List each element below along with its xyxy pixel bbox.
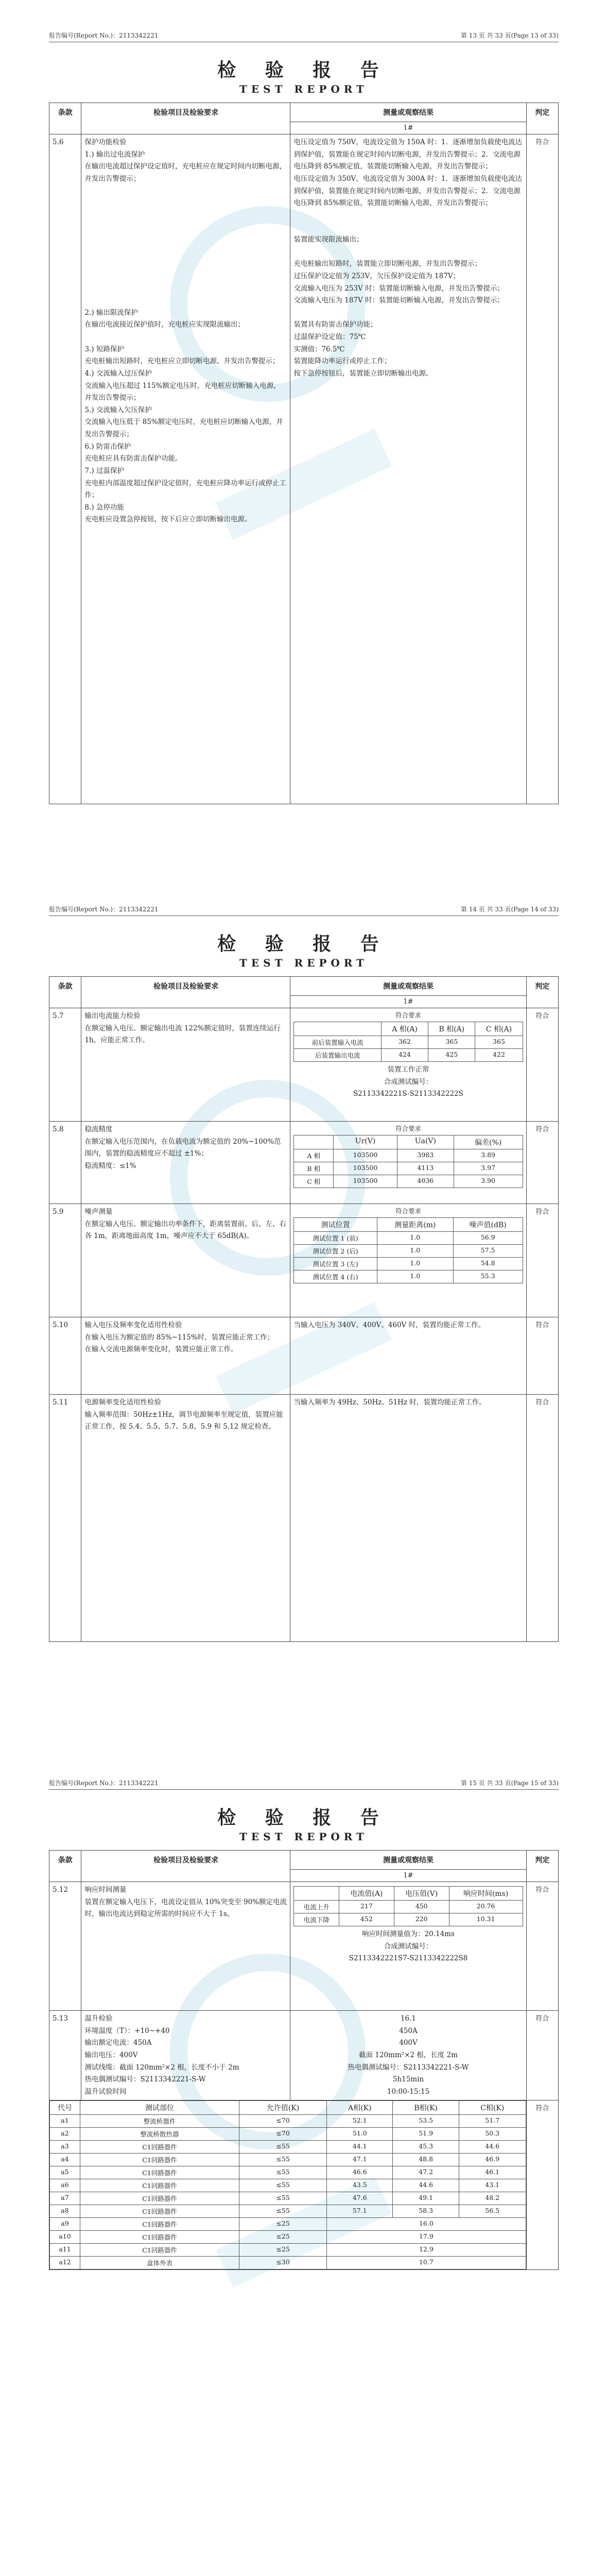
verdict-cell: 符合 [526,134,558,804]
inner-header: Ur(V) [334,1136,397,1149]
inner-cell: 1.0 [377,1258,453,1270]
report-page [0,874,606,1747]
report-title [49,929,559,969]
result-cell: 电压设定值为 750V，电流设定值为 150A 时：1．逐渐增加负载使电流达到保护值，装置能在规定时间内切断电源，并发出告警提示；2．交流电源电压降到 85%额定值，装置能切断输入电源，并发出告警提示； 电压设定值为 350V，电流设定值为 300A 时：1．逐渐增加负载使电流达到保护值，装置能在规定时间内切断电源，并发出告警提示；2．交流电源电压降到 85%额定值，装置能切断输入电源，并发出告警提示； 装置能实现限流输出； 充电桩输出短路时，装置能立即切断电源，并发出告警提示； 过压保护设定值为 253V，欠压保护设定值为 187V； 交流输入电压为 253V 时：装置能切断输入电源，并发出告警提示； 交流输入电压为 187V 时：装置能切断输入电源，并发出告警提示； 装置具有防雷击保护功能； 过温保护设定值：75℃ 实测值：76.5℃ 装置能降功率运行或停止工作； 按下急停按钮后，装置能立即切断输出电源。 [290,134,526,804]
inner-cell: a12 [50,2257,80,2269]
table-row [50,2257,526,2269]
inner-cell: 电流下降 [294,1913,339,1926]
inner-cell: a9 [50,2218,80,2231]
result-cell: 当输入频率为 49Hz、50Hz、51Hz 时，装置均能正常工作。 [290,1395,526,1642]
inner-cell: 58.3 [393,2205,459,2218]
table-row [49,134,559,804]
result-note: 响应时间测量值为：20.14ms 合成测试编号： S2113342221S7-S2113342222S8 [349,1930,468,1963]
inner-cell: 盒体外表 [80,2257,239,2269]
inner-cell: 4036 [397,1175,454,1188]
inner-cell: a4 [50,2154,80,2166]
page-header [49,31,559,42]
inner-cell: C1回路器件 [80,2166,239,2179]
verdict-cell: 符合 [526,2011,558,2100]
inner-cell: C1回路器件 [80,2179,239,2192]
inner-cell: 49.1 [393,2192,459,2205]
table-row [294,1162,523,1175]
inner-cell: 整流桥散热器 [80,2128,239,2141]
inner-cell: a10 [50,2231,80,2244]
verdict-cell: 符合 [526,1882,558,2011]
requirement-cell: 噪声测量 在额定输入电压、额定输出功率条件下，距离装置前、后、左、右各 1m，距离地面高度 1m，噪声应不大于 65dB(A)。 [81,1204,290,1317]
inner-header: C 相(A) [475,1022,523,1036]
inner-cell: C1回路器件 [80,2154,239,2166]
inner-cell: 3.89 [454,1149,523,1162]
page-number: 第 13 页 共 33 页(Page 13 of 33) [460,32,559,39]
verdict-cell: 符合 [526,1395,558,1642]
clause-cell: 5.8 [49,1122,81,1204]
col-clause: 条款 [49,103,81,134]
inner-cell: 测试位置 1 (前) [294,1232,377,1245]
inner-cell: 测试位置 4 (右) [294,1270,377,1283]
inner-cell: 48.8 [393,2154,459,2166]
table-header [49,1851,559,1870]
table-row [49,2100,559,2270]
inner-cell: 1.0 [377,1245,453,1258]
page-number: 第 15 页 共 33 页(Page 15 of 33) [460,1780,559,1787]
col-requirement: 检验项目及检验要求 [81,1851,290,1882]
inner-cell: 217 [339,1901,394,1913]
result-cell [290,1008,526,1122]
table-row [294,1245,523,1258]
inner-header: 代号 [50,2101,80,2115]
inner-cell: 43.5 [327,2179,393,2192]
report-title [49,1803,559,1843]
temperature-table-cell [49,2100,527,2270]
inner-cell: a3 [50,2141,80,2154]
table-header [49,103,559,122]
inner-cell: 365 [475,1036,523,1049]
page-header [49,1778,559,1790]
title-cn: 检 验 报 告 [217,1807,390,1828]
inner-header: A 相(A) [381,1022,428,1036]
inner-cell: 整流桥器件 [80,2115,239,2128]
inner-cell: ≤55 [239,2205,327,2218]
inner-cell: 50.3 [459,2128,526,2141]
table-row [49,2011,559,2100]
inner-cell: ≤70 [239,2128,327,2141]
report-title [49,56,559,95]
inner-cell: 前后装置输入电流 [294,1036,381,1049]
verdict-cell: 符合 [526,1008,558,1122]
table-row [294,1901,523,1913]
table-row [294,1049,523,1062]
inner-cell: B 相 [294,1162,334,1175]
table-row [294,1270,523,1283]
inner-cell: a11 [50,2244,80,2257]
inner-cell: 43.1 [459,2179,526,2192]
inner-cell: 51.9 [393,2128,459,2141]
title-en: TEST REPORT [239,83,368,95]
report-number: 报告编号(Report No.)：2113342221 [49,32,159,39]
inner-cell: ≤25 [239,2244,327,2257]
inner-cell: 10.31 [449,1913,523,1926]
page-header [49,905,559,916]
inner-header: A相(K) [327,2101,393,2115]
result-table [293,1886,523,1926]
requirement-cell: 保护功能检验 1.) 输出过电流保护 在输出电流超过保护设定值时，充电桩应在规定时间内切断电源，并发出告警提示； 2.) 输出限流保护 在输出电流接近保护值时，充电桩应实现限流输出； 3.) 短路保护 充电桩输出短路时，充电桩应立即切断电源，并发出告警提示； 4.) 交流输入过压保护 交流输入电压超过 115%额定电压时，充电桩应切断输入电源，并发出告警提示； 5.) 交流输入欠压保护 交流输入电压低于 85%额定电压时，充电桩应切断输入电源，并发出告警提示； 6.) 防雷击保护 充电桩应具有防雷击保护功能。 7.) 过温保护 充电桩内部温度超过保护设定值时，充电桩应降功率运行或停止工作； 8.) 急停功能 充电桩应设置急停按钮，按下后应立即切断输出电源。 [81,134,290,804]
result-caption: 符合要求 [395,1207,421,1215]
inner-cell: C1回路器件 [80,2192,239,2205]
result-table [293,1217,523,1283]
table-row [49,1008,559,1122]
inner-header: 测试位置 [294,1218,377,1232]
table-row [294,1175,523,1188]
inner-cell: 48.2 [459,2192,526,2205]
inner-header: 电压值(V) [394,1887,449,1901]
inner-cell: 47.1 [327,2154,393,2166]
inner-cell: 425 [428,1049,475,1062]
requirement-cell: 输出电流能力检验 在额定输入电压、额定输出电流 122%额定值时，装置连续运行 1h，应能正常工作。 [81,1008,290,1122]
inner-cell: 3.90 [454,1175,523,1188]
inner-cell: a1 [50,2115,80,2128]
table-row [50,2166,526,2179]
inner-cell: C1回路器件 [80,2218,239,2231]
inner-cell: 1.0 [377,1232,453,1245]
inner-cell: ≤25 [239,2218,327,2231]
table-row [49,1395,559,1642]
inner-cell: 46.1 [459,2166,526,2179]
inner-cell: 57.1 [327,2205,393,2218]
inner-cell: 450 [394,1901,449,1913]
inner-header: 测量距离(m) [377,1218,453,1232]
result-note: 装置工作正常 合成测试编号： S2113342221S-S2113342222S [353,1065,463,1098]
result-cell [290,1204,526,1317]
inner-cell: 4113 [397,1162,454,1175]
inner-cell: 44.6 [459,2141,526,2154]
table-row [294,1149,523,1162]
inner-header [294,1887,339,1901]
inner-cell: 3.97 [454,1162,523,1175]
inner-cell: 103500 [334,1149,397,1162]
inner-header: 测试部位 [80,2101,239,2115]
table-row [50,2115,526,2128]
result-cell [290,1122,526,1204]
clause-cell: 5.13 [49,2011,81,2100]
inner-cell: 52.1 [327,2115,393,2128]
inner-cell: ≤55 [239,2141,327,2154]
inner-cell: 56.5 [459,2205,526,2218]
inner-cell: 47.6 [327,2192,393,2205]
temperature-table [49,2100,526,2269]
inner-cell: ≤25 [239,2231,327,2244]
inner-cell: 365 [428,1036,475,1049]
table-row [50,2141,526,2154]
table-row [50,2231,526,2244]
requirement-cell: 响应时间测量 装置在额定输入电压下，电流设定值从 10%突变至 90%额定电流时，输出电流达到稳定所需的时间应不大于 1s。 [81,1882,290,2011]
inner-cell: 测试位置 2 (后) [294,1245,377,1258]
inner-cell: ≤55 [239,2192,327,2205]
inner-cell: 17.9 [327,2231,526,2244]
table-row [50,2244,526,2257]
inner-cell: 46.6 [327,2166,393,2179]
inner-cell: 3983 [397,1149,454,1162]
table-row [49,1882,559,2011]
col-verdict: 判定 [526,977,558,1008]
inner-cell: 452 [339,1913,394,1926]
inner-cell: 20.76 [449,1901,523,1913]
inner-cell: 47.2 [393,2166,459,2179]
inner-header [294,1136,334,1149]
inner-cell: 57.5 [453,1245,523,1258]
inner-header: 允许值(K) [239,2101,327,2115]
sample-id: 1# [290,122,526,134]
test-table [49,103,559,804]
inner-cell: 53.5 [393,2115,459,2128]
verdict-cell: 符合 [526,1122,558,1204]
requirement-cell: 温升检验 环境温度（T）：+10~+40 输出额定电流：450A 输出电压：400V 测试线缆：截面 120mm²×2 根，长度不小于 2m 热电偶测试编号：S2113342221-S-W 温升试验时间 [81,2011,290,2100]
inner-cell: C1回路器件 [80,2244,239,2257]
inner-cell: a5 [50,2166,80,2179]
inner-header: 偏差(%) [454,1136,523,1149]
test-table [49,976,559,1642]
inner-cell: 1.0 [377,1270,453,1283]
table-row [294,1258,523,1270]
table-row [50,2128,526,2141]
test-table [49,1850,559,2270]
result-cell: 当输入电压为 340V、400V、460V 时，装置均能正常工作。 [290,1317,526,1395]
requirement-cell: 电源频率变化适用性检验 输入频率范围：50Hz±1Hz，调节电源频率至规定值，装置应能正常工作，按 5.4、5.5、5.7、5.8、5.9 和 5.12 规定检查。 [81,1395,290,1642]
inner-cell: 测试位置 3 (左) [294,1258,377,1270]
col-verdict: 判定 [526,103,558,134]
inner-cell: ≤30 [239,2257,327,2269]
sample-id: 1# [290,1870,526,1882]
col-requirement: 检验项目及检验要求 [81,977,290,1008]
inner-cell: ≤55 [239,2166,327,2179]
inner-cell: 362 [381,1036,428,1049]
inner-cell: 51.0 [327,2128,393,2141]
inner-cell: 422 [475,1049,523,1062]
inner-cell: 103500 [334,1162,397,1175]
result-table [293,1022,523,1062]
table-header [49,977,559,996]
inner-cell: 16.0 [327,2218,526,2231]
inner-header: B相(K) [393,2101,459,2115]
inner-cell: 10.7 [327,2257,526,2269]
col-clause: 条款 [49,1851,81,1882]
title-en: TEST REPORT [239,1831,368,1843]
table-row [49,1204,559,1317]
col-requirement: 检验项目及检验要求 [81,103,290,134]
inner-cell: C1回路器件 [80,2141,239,2154]
inner-cell: 56.9 [453,1232,523,1245]
inner-cell: a8 [50,2205,80,2218]
inner-cell: 12.9 [327,2244,526,2257]
inner-header: 电流值(A) [339,1887,394,1901]
inner-cell: C 相 [294,1175,334,1188]
inner-header: C相(K) [459,2101,526,2115]
table-row [50,2218,526,2231]
inner-cell: ≤70 [239,2115,327,2128]
inner-cell: 46.9 [459,2154,526,2166]
requirement-cell: 稳流精度 在额定输入电压范围内，在负载电流为额定值的 20%~100%范围内，装置的稳流精度应不超过 ±1%； 稳流精度：≤1% [81,1122,290,1204]
clause-cell: 5.10 [49,1317,81,1395]
clause-cell: 5.6 [49,134,81,804]
page-number: 第 14 页 共 33 页(Page 14 of 33) [460,906,559,913]
result-cell: 16.1 450A 400V 截面 120mm²×2 根，长度 2m 热电偶测试编号：S2113342221-S-W 5h15min 10:00-15:15 [290,2011,526,2100]
report-number: 报告编号(Report No.)：2113342221 [49,906,159,913]
report-page [0,0,606,873]
inner-header: B 相(A) [428,1022,475,1036]
inner-cell: a2 [50,2128,80,2141]
inner-cell: 51.7 [459,2115,526,2128]
table-row [294,1232,523,1245]
title-en: TEST REPORT [239,957,368,969]
table-row [50,2205,526,2218]
table-row [50,2192,526,2205]
table-row [50,2179,526,2192]
col-verdict: 判定 [526,1851,558,1882]
inner-cell: 220 [394,1913,449,1926]
inner-cell: 44.6 [393,2179,459,2192]
clause-cell: 5.7 [49,1008,81,1122]
inner-cell: ≤55 [239,2154,327,2166]
title-cn: 检 验 报 告 [217,933,390,955]
inner-cell: 424 [381,1049,428,1062]
inner-cell: 103500 [334,1175,397,1188]
verdict-cell: 符合 [526,2100,558,2270]
clause-cell: 5.9 [49,1204,81,1317]
report-number: 报告编号(Report No.)：2113342221 [49,1780,159,1787]
inner-cell: C1回路器件 [80,2231,239,2244]
inner-cell: 54.8 [453,1258,523,1270]
inner-cell: 电流上升 [294,1901,339,1913]
inner-cell: 55.3 [453,1270,523,1283]
inner-cell: 后装置输出电流 [294,1049,381,1062]
col-clause: 条款 [49,977,81,1008]
title-cn: 检 验 报 告 [217,59,390,81]
result-cell [290,1882,526,2011]
inner-cell: a7 [50,2192,80,2205]
inner-header: 响应时间(ms) [449,1887,523,1901]
table-row [49,1122,559,1204]
inner-header: Ua(V) [397,1136,454,1149]
verdict-cell: 符合 [526,1204,558,1317]
inner-cell: a6 [50,2179,80,2192]
inner-header: 噪声值(dB) [453,1218,523,1232]
requirement-cell: 输入电压及频率变化适用性检验 在输入电压为额定值的 85%~115%时，装置应能正常工作； 在输入交流电源频率变化时，装置应能正常工作。 [81,1317,290,1395]
inner-cell: 44.1 [327,2141,393,2154]
col-result: 测量或观察结果 [290,977,526,996]
col-result: 测量或观察结果 [290,1851,526,1870]
verdict-cell: 符合 [526,1317,558,1395]
clause-cell: 5.12 [49,1882,81,2011]
result-caption: 符合要求 [395,1011,421,1019]
table-row [294,1036,523,1049]
table-row [50,2154,526,2166]
inner-cell: C1回路器件 [80,2205,239,2218]
table-row [294,1913,523,1926]
inner-cell: A 相 [294,1149,334,1162]
result-caption: 符合要求 [395,1125,421,1132]
inner-header [294,1022,381,1036]
inner-cell: 45.3 [393,2141,459,2154]
inner-cell: ≤55 [239,2179,327,2192]
result-table [293,1135,523,1188]
table-row [49,1317,559,1395]
clause-cell: 5.11 [49,1395,81,1642]
report-page [0,1748,606,2576]
col-result: 测量或观察结果 [290,103,526,122]
sample-id: 1# [290,996,526,1008]
